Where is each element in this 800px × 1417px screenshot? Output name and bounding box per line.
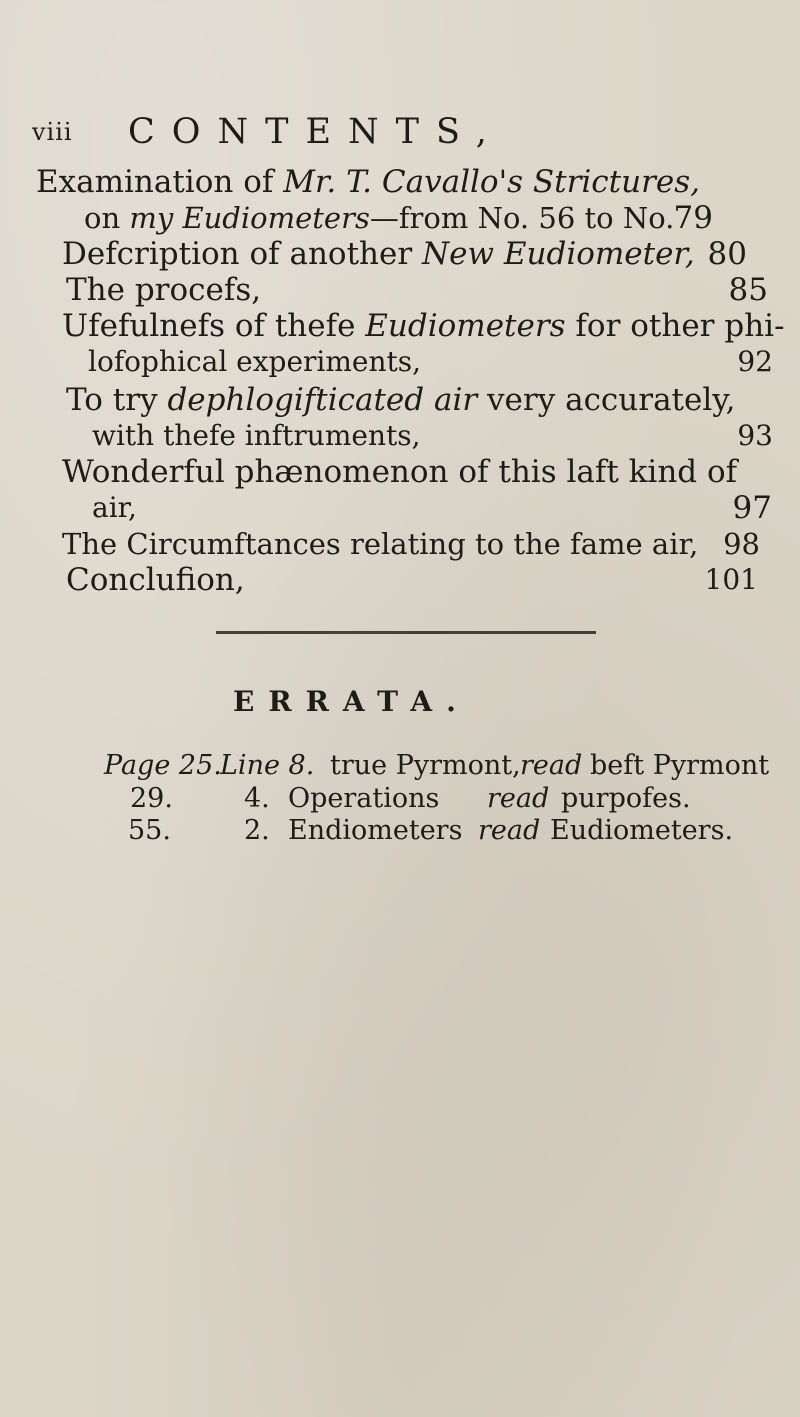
errata-line: 4. [244, 783, 270, 814]
toc-text-part: Wonderful phænomenon of this laft kind of [62, 454, 738, 490]
toc-text-part: The procefs, [66, 272, 262, 308]
toc-page-number: 85 [728, 272, 768, 308]
toc-text-part: my Eudiometers [129, 201, 370, 235]
errata-row [0, 781, 800, 817]
errata-page: Page 25. [104, 750, 222, 781]
toc-page-number: 79 [673, 200, 713, 236]
page-header [32, 112, 632, 156]
errata-correct: Eudiometers. [550, 815, 734, 846]
page-number: viii [32, 118, 73, 146]
errata-correct: beft Pyrmont [590, 750, 770, 781]
errata-line: 2. [244, 815, 270, 846]
toc-page-number: 92 [737, 345, 773, 378]
toc-text-part: New Eudiometer, [422, 236, 695, 272]
errata-row [0, 748, 800, 784]
errata-wrong: Endiometers [288, 815, 463, 846]
errata-wrong: true Pyrmont, [330, 750, 521, 781]
toc-text-part: for other phi- [565, 308, 785, 344]
toc-text-part: on [84, 201, 130, 235]
toc-text-part: dephlogifticated air [167, 382, 478, 418]
errata-heading: ERRATA. [233, 685, 470, 718]
errata-read: read [487, 783, 550, 814]
errata-wrong: Operations [288, 783, 440, 814]
toc-text-part: with thefe inftruments, [92, 419, 421, 452]
toc-text-part: To try [66, 382, 168, 418]
section-divider [216, 631, 596, 634]
toc-text-part: Ufefulnefs of thefe [62, 308, 366, 344]
errata-correct: purpofes. [561, 783, 691, 814]
errata-page: 55. [128, 815, 171, 846]
toc-page-number: 101 [704, 563, 758, 596]
toc-text-part: Defcription of another [62, 236, 423, 272]
errata-read: read [520, 750, 583, 781]
toc-text-part: very accurately, [477, 382, 736, 418]
contents-heading: CONTENTS, [128, 112, 504, 152]
toc-line [0, 558, 800, 602]
toc-text-part: The Circumftances relating to the fame air, [62, 527, 699, 561]
toc-text-part: Conclufion, [66, 562, 245, 598]
toc-text-part: —from No. 56 to No. [369, 201, 675, 235]
errata-page: 29. [130, 783, 173, 814]
toc-text-part: air, [92, 491, 137, 524]
errata-read: read [478, 815, 541, 846]
toc-text-part: Eudiometers [365, 308, 566, 344]
toc-page-number: 98 [723, 527, 760, 561]
errata-line: Line 8. [220, 750, 315, 781]
toc-page-number: 80 [707, 236, 747, 272]
toc-text-part: Examination of [36, 164, 284, 200]
toc-entry-text [66, 558, 245, 602]
toc-text-part: Mr. T. Cavallo's Strictures, [283, 164, 701, 200]
toc-text-part: lofophical experiments, [88, 345, 422, 378]
toc-page-number: 93 [737, 419, 773, 452]
toc-page-number: 97 [732, 490, 772, 526]
errata-row [0, 813, 800, 849]
